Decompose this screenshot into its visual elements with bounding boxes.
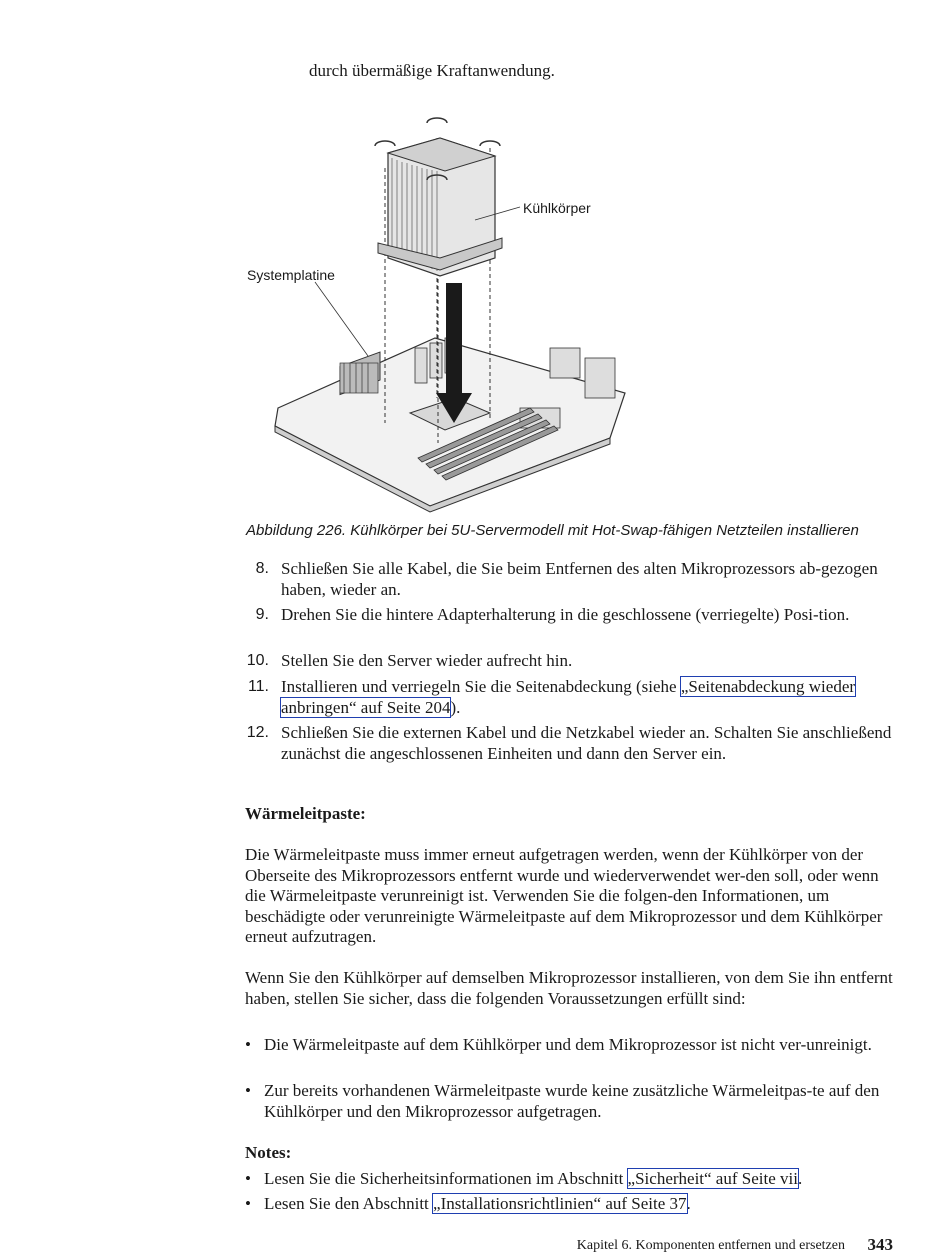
note-text bbox=[264, 1169, 894, 1190]
bullet-glyph: • bbox=[245, 1081, 251, 1100]
note-text-before: Lesen Sie den Abschnitt bbox=[264, 1194, 434, 1213]
bullet-glyph: • bbox=[245, 1194, 251, 1213]
step-text-before: Installieren und verriegeln Sie die Seitenabdeckung (siehe bbox=[281, 677, 681, 696]
step-number: 11. bbox=[247, 678, 269, 695]
step-number: 8. bbox=[255, 560, 269, 577]
step-number: 9. bbox=[255, 606, 269, 623]
step-text-after: ). bbox=[450, 697, 461, 717]
bullet-glyph: • bbox=[245, 1035, 251, 1054]
figure-caption: Abbildung 226. Kühlkörper bei 5U-Servermodell mit Hot-Swap-fähigen Netzteilen installieren bbox=[246, 522, 859, 539]
note-text-before: Lesen Sie die Sicherheitsinformationen im Abschnitt bbox=[264, 1169, 628, 1188]
step-number: 12. bbox=[246, 724, 269, 741]
step-text: Drehen Sie die hintere Adapterhalterung in die geschlossene (verriegelte) Posi-tion. bbox=[281, 605, 850, 624]
step-number: 10. bbox=[246, 652, 269, 669]
paragraph: Wenn Sie den Kühlkörper auf demselben Mikroprozessor installieren, von dem Sie ihn entfernt haben, stellen Sie sicher, dass die folgenden Voraussetzungen erfüllt sind: bbox=[245, 968, 893, 1008]
step-text bbox=[281, 677, 896, 718]
note-text-after: . bbox=[686, 1194, 691, 1213]
link-side-cover[interactable]: „Seitenabdeckung wieder anbringen“ auf Seite 204 bbox=[281, 677, 856, 717]
label-system-board: Systemplatine bbox=[247, 267, 335, 283]
label-heatsink: Kühlkörper bbox=[523, 200, 591, 216]
link-installation-guidelines[interactable]: „Installationsrichtlinien“ auf Seite 37 bbox=[433, 1194, 687, 1213]
notes-heading: Notes: bbox=[245, 1143, 292, 1162]
list-item-text: Die Wärmeleitpaste auf dem Kühlkörper und dem Mikroprozessor ist nicht ver-unreinigt. bbox=[264, 1035, 872, 1054]
list-item-text: Zur bereits vorhandenen Wärmeleitpaste wurde keine zusätzliche Wärmeleitpas-te auf den Kühlkörper und den Mikroprozessor aufgetragen. bbox=[264, 1081, 880, 1121]
step-text: Stellen Sie den Server wieder aufrecht hin. bbox=[281, 651, 573, 670]
note-text bbox=[264, 1194, 894, 1215]
footer-chapter: Kapitel 6. Komponenten entfernen und ersetzen bbox=[576, 1238, 845, 1253]
intro-line: durch übermäßige Kraftanwendung. bbox=[309, 61, 555, 80]
bullet-glyph: • bbox=[245, 1169, 251, 1188]
section-heading: Wärmeleitpaste: bbox=[245, 804, 366, 823]
step-text: Schließen Sie alle Kabel, die Sie beim Entfernen des alten Mikroprozessors ab-gezogen haben, wieder an. bbox=[281, 559, 878, 599]
note-text-after: . bbox=[797, 1169, 803, 1188]
page-number: 343 bbox=[867, 1235, 893, 1254]
paragraph: Die Wärmeleitpaste muss immer erneut aufgetragen werden, wenn der Kühlkörper von der Oberseite des Mikroprozessors entfernt wurde und wiederverwendet wer-den soll, oder wenn die Wärmeleitpaste verunreinigt ist. Verwenden Sie die folgen-den Informationen, um beschädigte oder verunreinigte Wärmeleitpaste auf dem Mikroprozessor und dem Kühlkörper erneut aufzutragen. bbox=[245, 845, 883, 946]
step-text: Schließen Sie die externen Kabel und die Netzkabel wieder an. Schalten Sie anschließend zunächst die angeschlossenen Einheiten und dann den Server ein. bbox=[281, 723, 892, 763]
link-safety[interactable]: „Sicherheit“ auf Seite vii bbox=[627, 1169, 798, 1188]
heatsink-installation-figure bbox=[240, 108, 680, 518]
heatsink-illustration bbox=[240, 108, 680, 518]
